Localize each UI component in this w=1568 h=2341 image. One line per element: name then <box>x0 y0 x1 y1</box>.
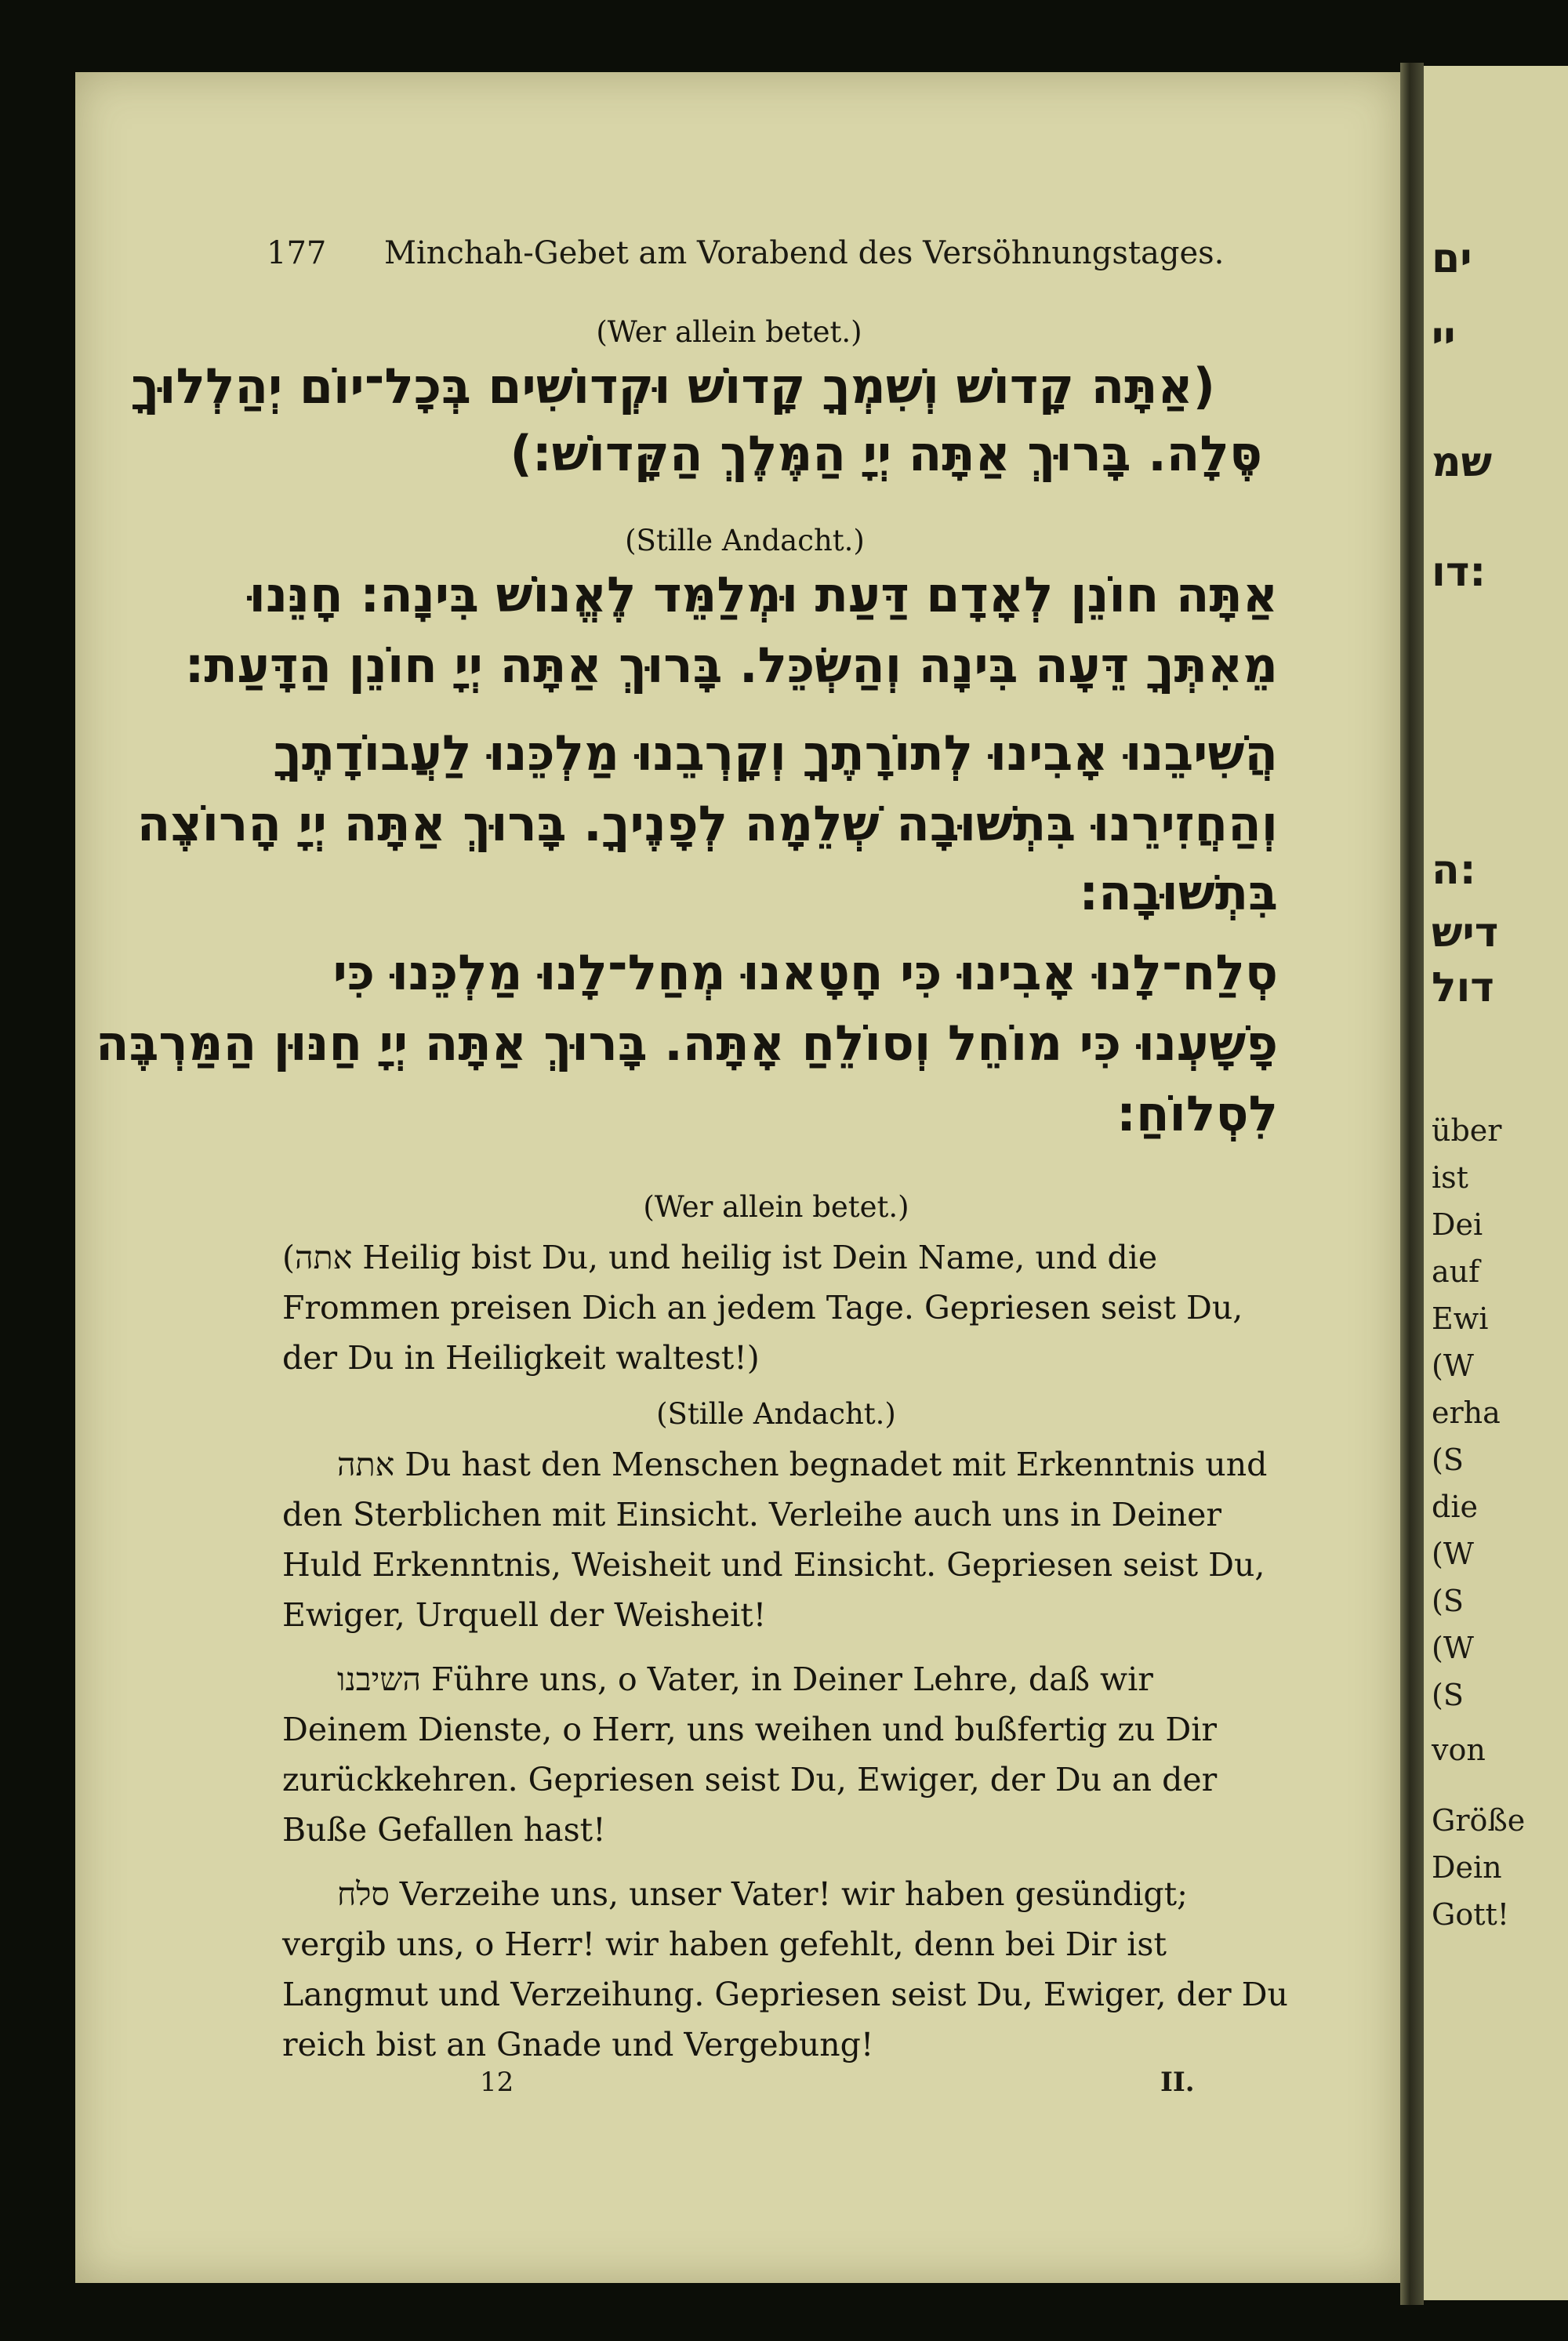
german-p2-line-4: Ewiger, Urquell der Weisheit! <box>282 1596 767 1634</box>
fringe-text-fragment: דו: <box>1432 549 1486 596</box>
label-wer-allein-german: (Wer allein betet.) <box>643 1190 909 1224</box>
fringe-text-fragment: ist <box>1432 1160 1468 1195</box>
german-p4-line-4: reich bist an Gnade und Vergebung! <box>282 2026 874 2063</box>
fringe-text-fragment: (S <box>1432 1584 1464 1618</box>
page-header <box>267 235 1225 282</box>
fringe-text-fragment: יי <box>1432 314 1456 361</box>
sheet-number: 12 <box>480 2067 514 2098</box>
hebrew-selach-line-3: לִסְלוֹחַ: <box>1116 1085 1278 1142</box>
fringe-text-fragment: שמ <box>1432 439 1493 486</box>
fringe-text-fragment: Ewi <box>1432 1301 1489 1336</box>
fringe-text-fragment: Dei <box>1432 1207 1483 1242</box>
hebrew-selach-line-2: פָשָׁעְנוּ כִּי מוֹחֵל וְסוֹלֵחַ אָתָּה. בָּרוּךְ אַתָּה יְיָ חַנּוּן הַמַּרְבֶּה <box>96 1014 1278 1072</box>
hebrew-ata-chonen-line-2: מֵאִתְּךָ דֵּעָה בִּינָה וְהַשְׂכֵּל. בָּרוּךְ אַתָּה יְיָ חוֹנֵן הַדָּעַת: <box>184 637 1278 694</box>
label-stille-andacht-hebrew: (Stille Andacht.) <box>625 524 865 557</box>
german-p1-line-1: (אתה Heilig bist Du, und heilig ist Dein Name, und die <box>282 1239 1158 1276</box>
german-p1-line-2: Frommen preisen Dich an jedem Tage. Gepriesen seist Du, <box>282 1289 1243 1327</box>
adjacent-page-fringe <box>1424 66 1568 2300</box>
hebrew-selach-line-1: סְלַח־לָנוּ אָבִינוּ כִּי חָטָאנוּ מְחַל־לָנוּ מַלְכֵּנוּ כִּי <box>332 944 1278 1001</box>
german-p1-line-3: der Du in Heiligkeit waltest!) <box>282 1339 760 1377</box>
fringe-text-fragment: (W <box>1432 1537 1474 1571</box>
german-p2-line-3: Huld Erkenntnis, Weisheit und Einsicht. Gepriesen seist Du, <box>282 1546 1265 1584</box>
german-p4-line-2: vergib uns, o Herr! wir haben gefehlt, denn bei Dir ist <box>282 1925 1167 1963</box>
german-p2-line-1: אתה Du hast den Menschen begnadet mit Erkenntnis und <box>337 1446 1268 1483</box>
fringe-text-fragment: die <box>1432 1490 1478 1524</box>
german-p3-line-2: Deinem Dienste, o Herr, uns weihen und bußfertig zu Dir <box>282 1711 1217 1748</box>
fringe-text-fragment: דיש <box>1432 909 1499 956</box>
hebrew-hashivenu-line-1: הֲשִׁיבֵנוּ אָבִינוּ לְתוֹרָתֶךָ וְקָרְבֵנוּ מַלְכֵּנוּ לַעֲבוֹדָתֶךָ <box>274 724 1278 782</box>
fringe-text-fragment: (S <box>1432 1678 1464 1712</box>
book-gutter <box>1400 63 1424 2305</box>
fringe-text-fragment: (W <box>1432 1348 1474 1383</box>
page-number: 177 <box>267 235 327 271</box>
hebrew-ata-kadosh-line-1: (אַתָּה קָדוֹשׁ וְשִׁמְךָ קָדוֹשׁ וּקְדוֹשִׁים בְּכָל־יוֹם יְהַלְלוּךָ <box>131 358 1215 415</box>
german-p4-line-1: סלח Verzeihe uns, unser Vater! wir haben gesündigt; <box>337 1875 1188 1913</box>
label-stille-andacht-german: (Stille Andacht.) <box>656 1397 896 1431</box>
fringe-text-fragment: דול <box>1432 964 1494 1011</box>
hebrew-hashivenu-line-3: בִּתְשׁוּבָה: <box>1079 864 1278 921</box>
hebrew-ata-chonen-line-1: אַתָּה חוֹנֵן לְאָדָם דַּעַת וּמְלַמֵּד לֶאֱנוֹשׁ בִּינָה: חָנֵּנוּ <box>249 566 1278 623</box>
german-p3-line-1: השיבנו Führe uns, o Vater, in Deiner Lehre, daß wir <box>337 1660 1153 1698</box>
german-p3-line-3: zurückkehren. Gepriesen seist Du, Ewiger, der Du an der <box>282 1761 1218 1798</box>
running-title: Minchah-Gebet am Vorabend des Versöhnungstages. <box>384 235 1225 271</box>
fringe-text-fragment: auf <box>1432 1254 1480 1289</box>
hebrew-ata-kadosh-line-2: סֶּלָה. בָּרוּךְ אַתָּה יְיָ הַמֶּלֶךְ הַקָּדוֹשׁ:) <box>510 425 1262 482</box>
german-p2-line-2: den Sterblichen mit Einsicht. Verleihe auch uns in Deiner <box>282 1496 1222 1533</box>
fringe-text-fragment: von <box>1432 1733 1486 1767</box>
fringe-text-fragment: erha <box>1432 1396 1501 1430</box>
signature-mark: II. <box>1160 2067 1195 2098</box>
fringe-text-fragment: über <box>1432 1113 1502 1148</box>
hebrew-hashivenu-line-2: וְהַחֲזִירֵנוּ בִּתְשׁוּבָה שְׁלֵמָה לְפָנֶיךָ. בָּרוּךְ אַתָּה יְיָ הָרוֹצֶה <box>136 795 1278 852</box>
fringe-text-fragment: Größe <box>1432 1803 1526 1838</box>
fringe-text-fragment: Dein <box>1432 1850 1502 1885</box>
fringe-text-fragment: ים <box>1432 235 1472 282</box>
german-p4-line-3: Langmut und Verzeihung. Gepriesen seist Du, Ewiger, der Du <box>282 1976 1288 2013</box>
label-wer-allein-hebrew: (Wer allein betet.) <box>596 315 862 349</box>
fringe-text-fragment: ה: <box>1432 847 1476 894</box>
german-p3-line-4: Buße Gefallen hast! <box>282 1811 606 1849</box>
fringe-text-fragment: (S <box>1432 1443 1464 1477</box>
fringe-text-fragment: Gott! <box>1432 1897 1510 1932</box>
fringe-text-fragment: (W <box>1432 1631 1474 1665</box>
